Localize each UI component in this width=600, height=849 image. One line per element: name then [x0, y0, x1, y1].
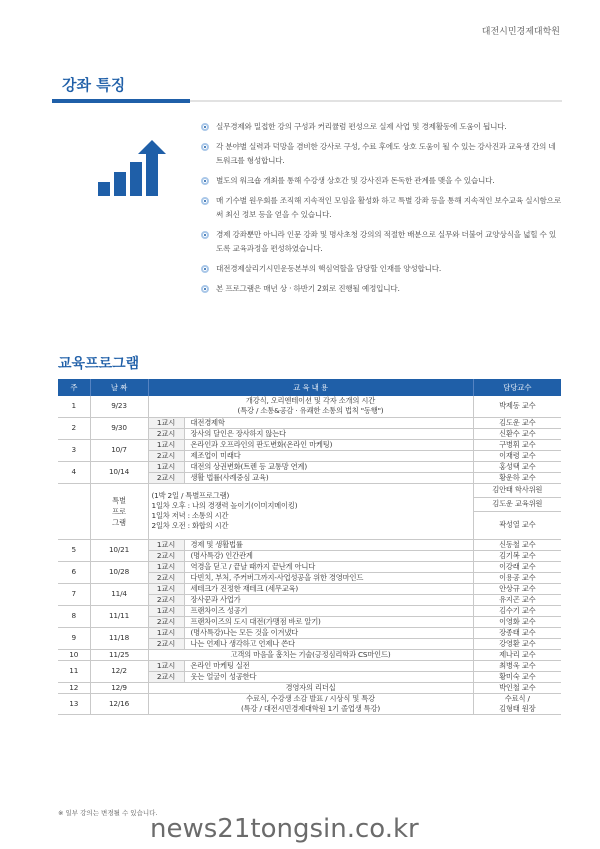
table-header-row	[58, 379, 561, 396]
table-row: 12 12/9 경영자의 리더십 박인철 교수	[58, 682, 561, 693]
feature-item: 별도의 워크숍 개최를 통해 수강생 상호간 및 강사진과 돈독한 관계를 맺을 수 있습니다.	[200, 174, 562, 188]
table-row: 2교시 제조업이 미래다 이재령 교수	[58, 450, 561, 461]
table-row: 2교시 나는 언제나 생각하고 언제나 쓴다 강영환 교수	[58, 638, 561, 649]
col-date: 날 짜	[90, 379, 148, 396]
table-row: 2교시 웃는 얼굴이 성공한다 황미숙 교수	[58, 671, 561, 682]
circle-bullet-icon	[201, 285, 209, 293]
feature-item: 경제 강좌뿐만 아니라 인문 강좌 및 명사초청 강의의 적절한 배분으로 실무와 더불어 교양상식을 넓힐 수 있도록 교육과정을 편성하였습니다.	[200, 228, 562, 256]
watermark: news21tongsin.co.kr	[150, 814, 419, 844]
table-row: 2 9/30 1교시 대전경제학 김도운 교수	[58, 417, 561, 428]
table-row: 8 11/11 1교시 프랜차이즈 성공기 김수기 교수	[58, 605, 561, 616]
table-row: 11 12/2 1교시 온라인 마케팅 실전 최병욱 교수	[58, 660, 561, 671]
circle-bullet-icon	[201, 231, 209, 239]
table-row: 2교시 장사꾼과 사업가 유지곤 교수	[58, 594, 561, 605]
table-row: 4 10/14 1교시 대전의 상권변화(트렌 등 교통망 연계) 홍성택 교수	[58, 461, 561, 472]
header-org: 대전시민경제대학원	[481, 27, 560, 37]
table-row: 3 10/7 1교시 온라인과 오프라인의 판도변화(온라인 마케팅) 구병휘 교수	[58, 439, 561, 450]
table-row: 1 9/23 개강식, 오리엔테이션 및 각자 소개의 시간 (특강 / 소통&공감 · 유쾌한 소통의 법칙 "동행") 박제동 교수	[58, 396, 561, 417]
table-row: 김도운 교육위원	[58, 497, 561, 511]
table-row: 6 10/28 1교시 역경을 딛고 / 끝날 때까지 끝난게 아니다 이강래 교수	[58, 561, 561, 572]
col-content: 교 육 내 용	[148, 379, 473, 396]
features-title-divider	[52, 100, 562, 102]
table-row: 13 12/16 수료식, 수강생 소감 발표 / 시상식 및 특강 (특강 / 대전시민경제대학원 1기 졸업생 특강) 수료식 / 김형태 원장	[58, 693, 561, 714]
feature-item: 본 프로그램은 매년 상 · 하반기 2회로 진행될 예정입니다.	[200, 282, 562, 296]
col-teacher: 담당교수	[473, 379, 561, 396]
footnote: ※ 일부 강의는 변경될 수 있습니다.	[58, 809, 158, 817]
table-row: 5 10/21 1교시 경제 및 생활법률 신동철 교수	[58, 539, 561, 550]
feature-item: 매 기수별 원우회를 조직해 지속적인 모임을 활성화 하고 특별 강좌 등을 통해 지속적인 보수교육 실시함으로써 최신 정보 등을 얻을 수 있습니다.	[200, 194, 562, 222]
table-row: 7 11/4 1교시 세테크가 진정한 재테크 (세무교육) 안상규 교수	[58, 583, 561, 594]
table-row: 2교시 (명사특강) 인간관계 김기복 교수	[58, 550, 561, 561]
table-row-special: 특별 프로 그램 (1박 2일 / 특별프로그램) 1일차 오후 : 나의 경쟁력 높이기(이미지메이킹) 1일차 저녁 : 소통의 시간 2일차 오전 : 화합의 시간 김안태 학사위원	[58, 483, 561, 497]
table-row: 10 11/25 고객의 마음을 훔치는 기술(긍정심리학과 CS마인드) 제나리 교수	[58, 649, 561, 660]
circle-bullet-icon	[201, 143, 209, 151]
features-list	[200, 120, 562, 302]
program-table	[58, 379, 561, 715]
circle-bullet-icon	[201, 265, 209, 273]
table-row: 곽성열 교수	[58, 511, 561, 539]
feature-item: 실무경제와 밀접한 강의 구성과 커리큘럼 편성으로 실제 사업 및 경제활동에 도움이 됩니다.	[200, 120, 562, 134]
table-row: 2교시 프랜차이즈의 도시 대전(가맹점 바로 알기) 이영화 교수	[58, 616, 561, 627]
feature-item: 각 분야별 실력과 덕망을 겸비한 강사로 구성, 수료 후에도 상호 도움이 될 수 있는 강사진과 교육생 간의 네트워크를 형성합니다.	[200, 140, 562, 168]
bar-chart-growth-icon	[90, 138, 170, 204]
col-week: 주	[58, 379, 90, 396]
table-row: 2교시 다빈치, 부처, 주커버그까지-사업성공을 위한 경영마인드 이용공 교수	[58, 572, 561, 583]
circle-bullet-icon	[201, 177, 209, 185]
feature-item: 대전경제살리기시민운동본부의 핵심역할을 담당할 인재를 양성합니다.	[200, 262, 562, 276]
features-title: 강좌 특징	[62, 76, 126, 94]
circle-bullet-icon	[201, 197, 209, 205]
program-title: 교육프로그램	[58, 356, 140, 372]
table-row: 2교시 장사의 달인은 장사하지 않는다 신환수 교수	[58, 428, 561, 439]
circle-bullet-icon	[201, 123, 209, 131]
table-row: 9 11/18 1교시 (명사특강)나는 모든 것을 이겨냈다 장종태 교수	[58, 627, 561, 638]
table-row: 2교시 생활 법률(사례중심 교육) 황운하 교수	[58, 472, 561, 483]
